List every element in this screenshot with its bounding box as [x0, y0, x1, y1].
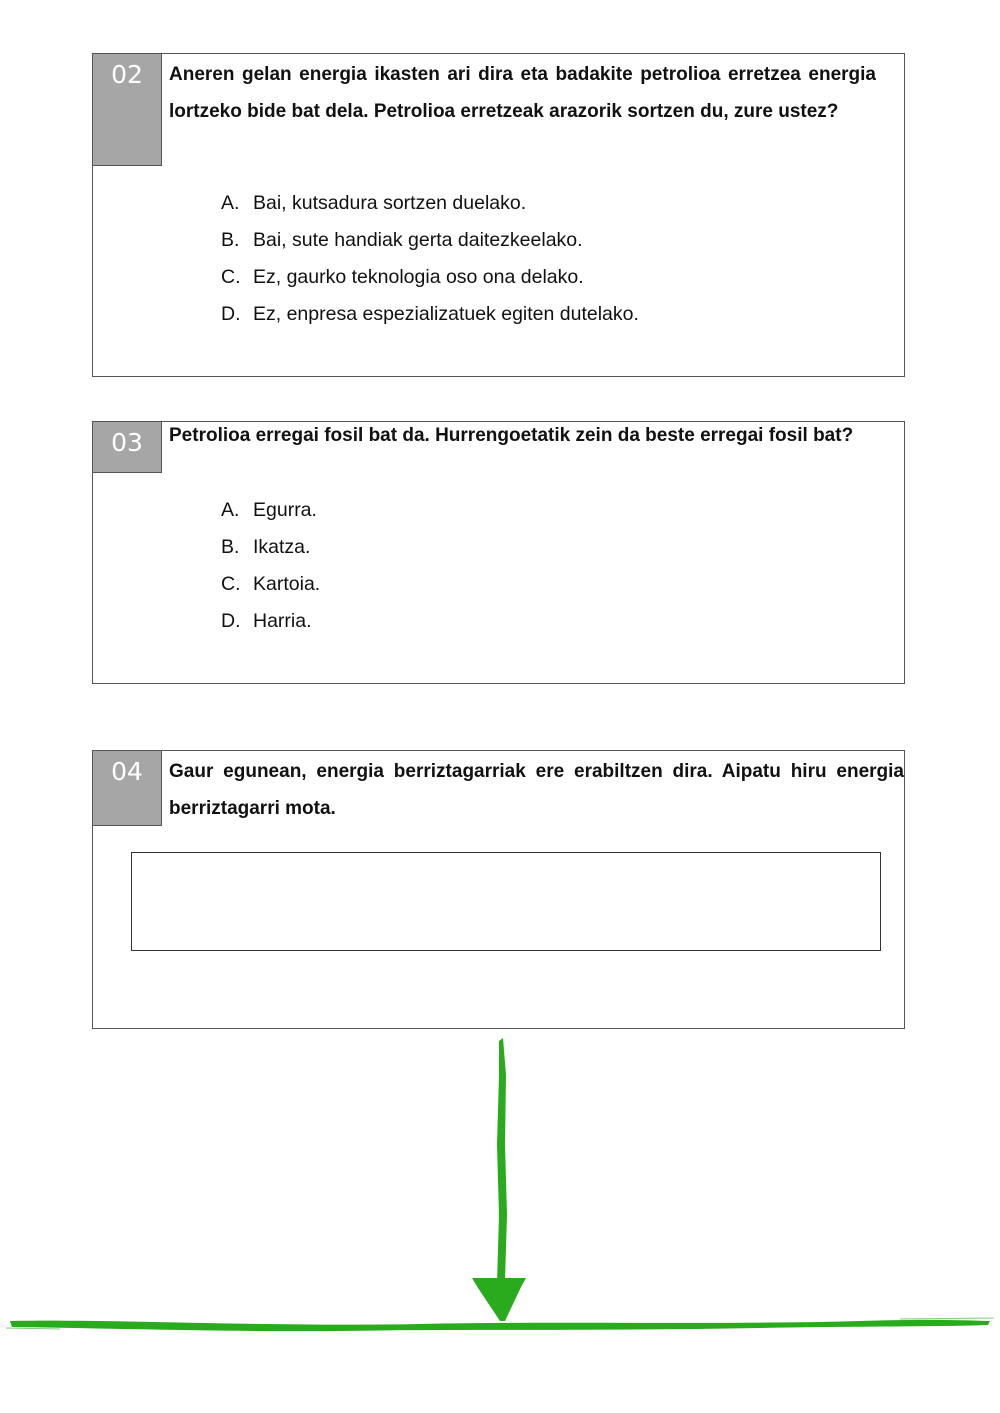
green-down-arrow-icon	[0, 1035, 1000, 1345]
question-04-card	[92, 750, 905, 1029]
options-list	[221, 188, 639, 336]
option-a[interactable]: A. Bai, kutsadura sortzen duelako.	[221, 192, 527, 214]
option-c[interactable]: C. Kartoia.	[221, 573, 321, 595]
option-a[interactable]: A. Egurra.	[221, 499, 317, 521]
question-number-badge: 02	[93, 54, 162, 166]
option-b[interactable]: B. Bai, sute handiak gerta daitezkeelako.	[221, 229, 583, 251]
answer-input-box[interactable]	[131, 852, 881, 951]
question-text: Petrolioa erregai fosil bat da. Hurrengoetatik zein da beste erregai fosil bat?	[169, 425, 854, 446]
question-03-card	[92, 421, 905, 684]
question-text: Gaur egunean, energia berriztagarriak ere erabiltzen dira. Aipatu hiru energia berriztagarri mota.	[169, 761, 904, 819]
options-list	[221, 495, 320, 643]
option-d[interactable]: D. Ez, enpresa espezializatuek egiten dutelako.	[221, 303, 639, 325]
option-b[interactable]: B. Ikatza.	[221, 536, 311, 558]
question-number-badge: 04	[93, 751, 162, 826]
question-02-card	[92, 53, 905, 377]
question-text: Aneren gelan energia ikasten ari dira eta badakite petrolioa erretzea energia lortzeko bide bat dela. Petrolioa erretzeak arazorik sortzen du, zure ustez?	[169, 64, 876, 122]
question-number-badge: 03	[93, 422, 162, 473]
option-d[interactable]: D. Harria.	[221, 610, 312, 632]
option-c[interactable]: C. Ez, gaurko teknologia oso ona delako.	[221, 266, 584, 288]
